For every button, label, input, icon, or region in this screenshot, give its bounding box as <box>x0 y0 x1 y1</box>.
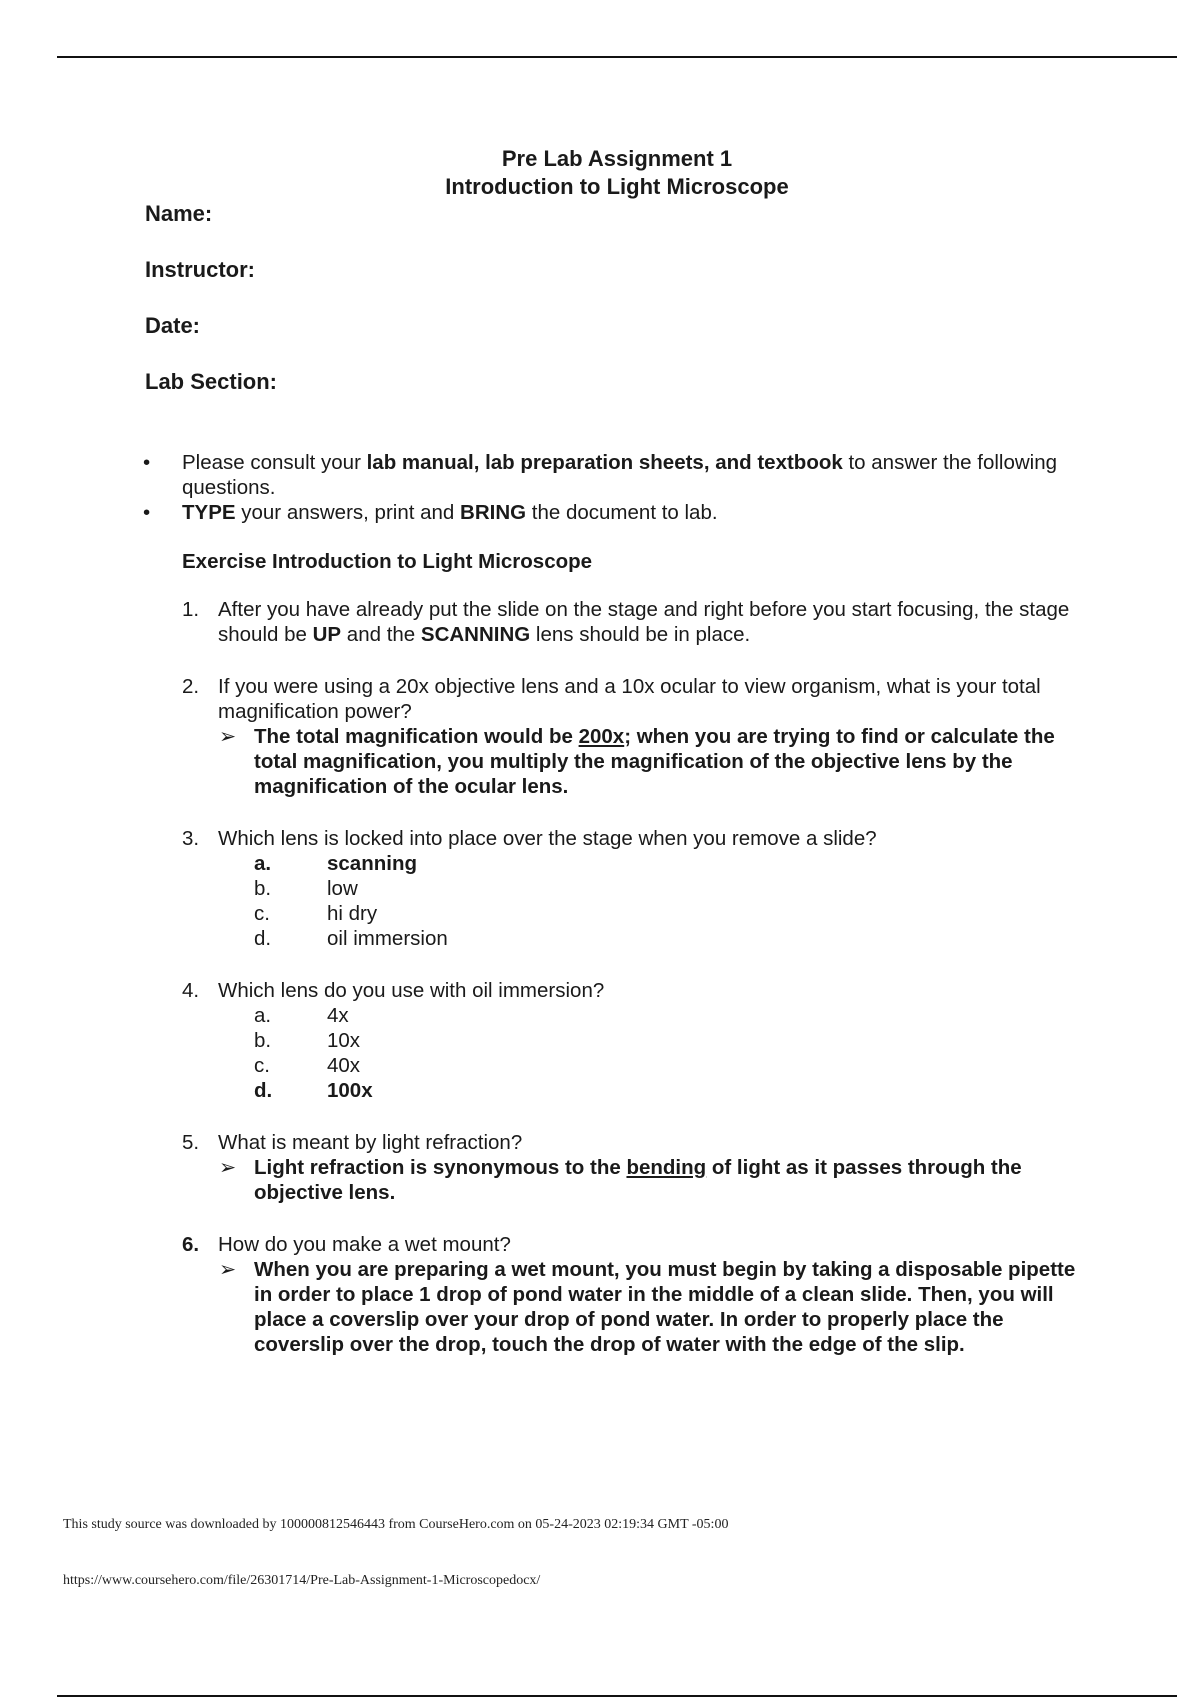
option-item: a. 4x <box>254 1004 349 1027</box>
options-list <box>218 851 1093 951</box>
question-number: 2. <box>182 675 200 698</box>
option-item: c. hi dry <box>254 902 378 925</box>
options-list <box>218 1003 1093 1103</box>
bullet-icon: • <box>143 501 151 524</box>
source-url: https://www.coursehero.com/file/26301714/Pre-Lab-Assignment-1-Microscopedocx/ <box>63 1573 541 1588</box>
answer: ➢ The total magnification would be 200x; when you are trying to find or calculate the total magnification, you multiply the magnification of the objective lens by the magnification of the ocular lens. <box>219 725 1055 798</box>
question-3 <box>143 826 1093 951</box>
question-4 <box>143 978 1093 1103</box>
question-number: 6. <box>182 1233 200 1256</box>
lab-section-field-label: Lab Section: <box>145 369 278 394</box>
question-2 <box>143 674 1093 799</box>
answer: ➢ Light refraction is synonymous to the bending of light as it passes through the objective lens. <box>219 1156 1022 1204</box>
option-item: d. oil immersion <box>254 927 448 950</box>
option-item: d. 100x <box>254 1079 373 1102</box>
bottom-rule <box>57 1695 1177 1697</box>
question-number: 1. <box>182 598 200 621</box>
question-text: Which lens do you use with oil immersion? <box>218 979 605 1002</box>
question-number: 3. <box>182 827 200 850</box>
name-field-label: Name: <box>145 201 213 226</box>
question-1: 1. After you have already put the slide on the stage and right before you start focusing, the stage should be UP and the SCANNING lens should be in place. <box>182 598 1070 646</box>
instructions-list <box>143 450 1093 525</box>
document-subtitle: Introduction to Light Microscope <box>445 174 789 199</box>
arrow-bullet-icon: ➢ <box>219 1258 237 1281</box>
bullet-icon: • <box>143 451 151 474</box>
date-field-label: Date: <box>145 313 201 338</box>
arrow-bullet-icon: ➢ <box>219 725 237 748</box>
question-number: 4. <box>182 979 200 1002</box>
option-item: a. scanning <box>254 852 417 875</box>
question-text: If you were using a 20x objective lens and a 10x ocular to view organism, what is your total magnification power? <box>218 675 1041 723</box>
question-text: How do you make a wet mount? <box>218 1233 511 1256</box>
option-item: b. low <box>254 877 358 900</box>
download-notice: This study source was downloaded by 100000812546443 from CourseHero.com on 05-24-2023 02:19:34 GMT -05:00 <box>63 1517 729 1532</box>
instructor-field-label: Instructor: <box>145 257 255 282</box>
option-item: c. 40x <box>254 1054 361 1077</box>
question-number: 5. <box>182 1131 200 1154</box>
arrow-bullet-icon: ➢ <box>219 1156 237 1179</box>
document-title: Pre Lab Assignment 1 <box>501 146 733 171</box>
question-text: Which lens is locked into place over the stage when you remove a slide? <box>218 827 877 850</box>
exercise-title: Exercise Introduction to Light Microscope <box>182 550 593 573</box>
answer: ➢ When you are preparing a wet mount, you must begin by taking a disposable pipette in order to place 1 drop of pond water in the middle of a clean slide. Then, you will place a coverslip over your drop of pond water. In order to properly place the coverslip over the drop, touch the drop of water with the edge of the slip. <box>219 1258 1076 1356</box>
document-body <box>143 450 1093 1357</box>
question-text: What is meant by light refraction? <box>218 1131 523 1154</box>
option-item: b. 10x <box>254 1029 361 1052</box>
question-5 <box>143 1130 1093 1205</box>
instruction-item: • TYPE your answers, print and BRING the document to lab. <box>143 501 718 524</box>
instruction-item: • Please consult your lab manual, lab preparation sheets, and textbook to answer the following questions. <box>143 451 1058 499</box>
top-rule <box>57 56 1177 58</box>
question-6 <box>143 1232 1093 1357</box>
